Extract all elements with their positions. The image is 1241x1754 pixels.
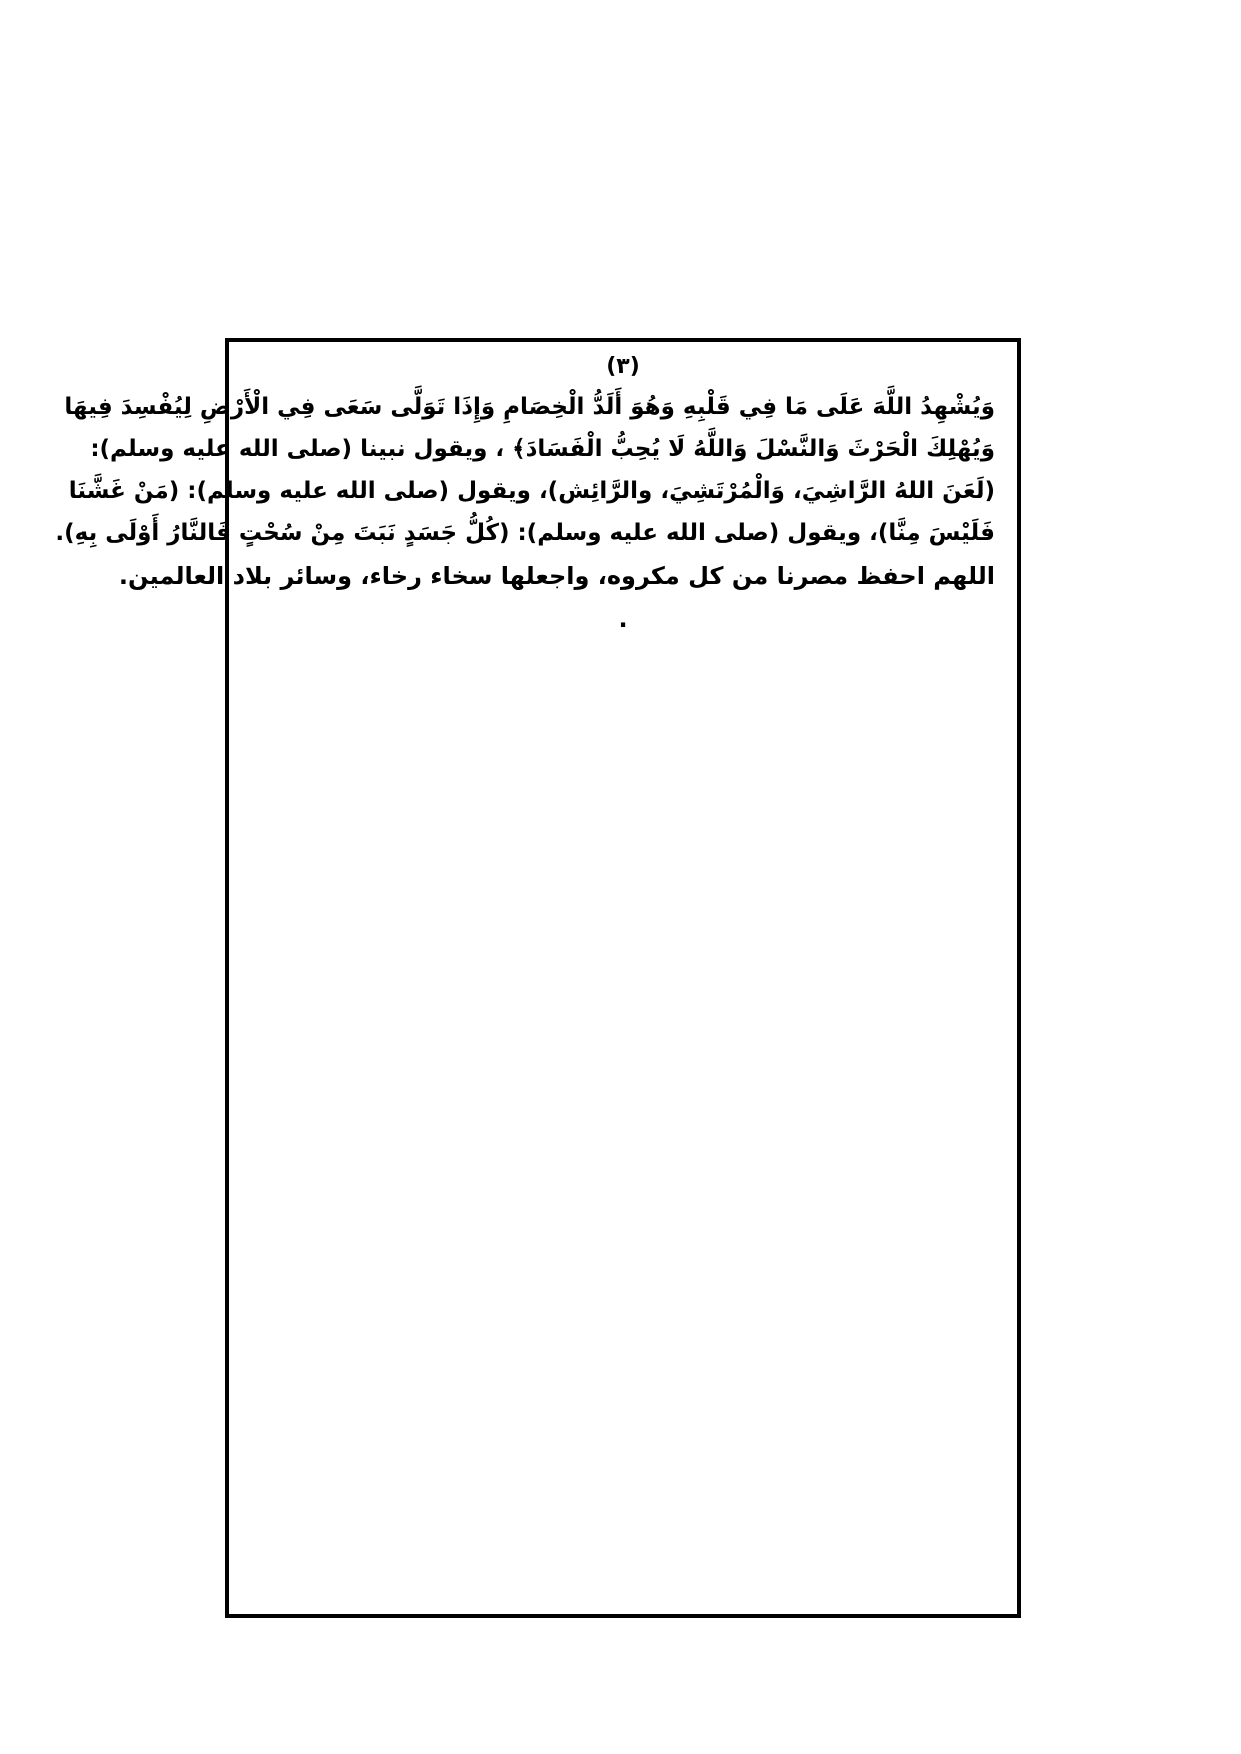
text-line: وَيُهْلِكَ الْحَرْثَ وَالنَّسْلَ وَاللَّهُ لَا يُحِبُّ الْفَسَادَ﴾ ، ويقول نبينا (صلى الله عليه وسلم):: [90, 436, 995, 462]
text-line: وَيُشْهِدُ اللَّهَ عَلَى مَا فِي قَلْبِهِ وَهُوَ أَلَدُّ الْخِصَامِ وَإِذَا تَوَلَّى سَعَى فِي الْأَرْضِ لِيُفْسِدَ فِيهَا: [64, 394, 995, 420]
text-line: فَلَيْسَ مِنَّا)، ويقول (صلى الله عليه وسلم): (كُلُّ جَسَدٍ نَبَتَ مِنْ سُحْتٍ فَالنَّارُ أَوْلَى بِهِ).: [55, 520, 995, 546]
final-dot: .: [618, 605, 628, 633]
text-block: [55, 386, 995, 640]
page-number: (٣): [606, 354, 640, 379]
text-line: (لَعَنَ اللهُ الرَّاشِيَ، وَالْمُرْتَشِيَ، والرَّائِش)، ويقول (صلى الله عليه وسلم): (مَنْ غَشَّنَا: [68, 478, 995, 504]
prayer-line: اللهم احفظ مصرنا من كل مكروه، واجعلها سخاء رخاء، وسائر بلاد العالمين.: [118, 562, 995, 590]
page-frame: [55, 338, 1021, 1618]
